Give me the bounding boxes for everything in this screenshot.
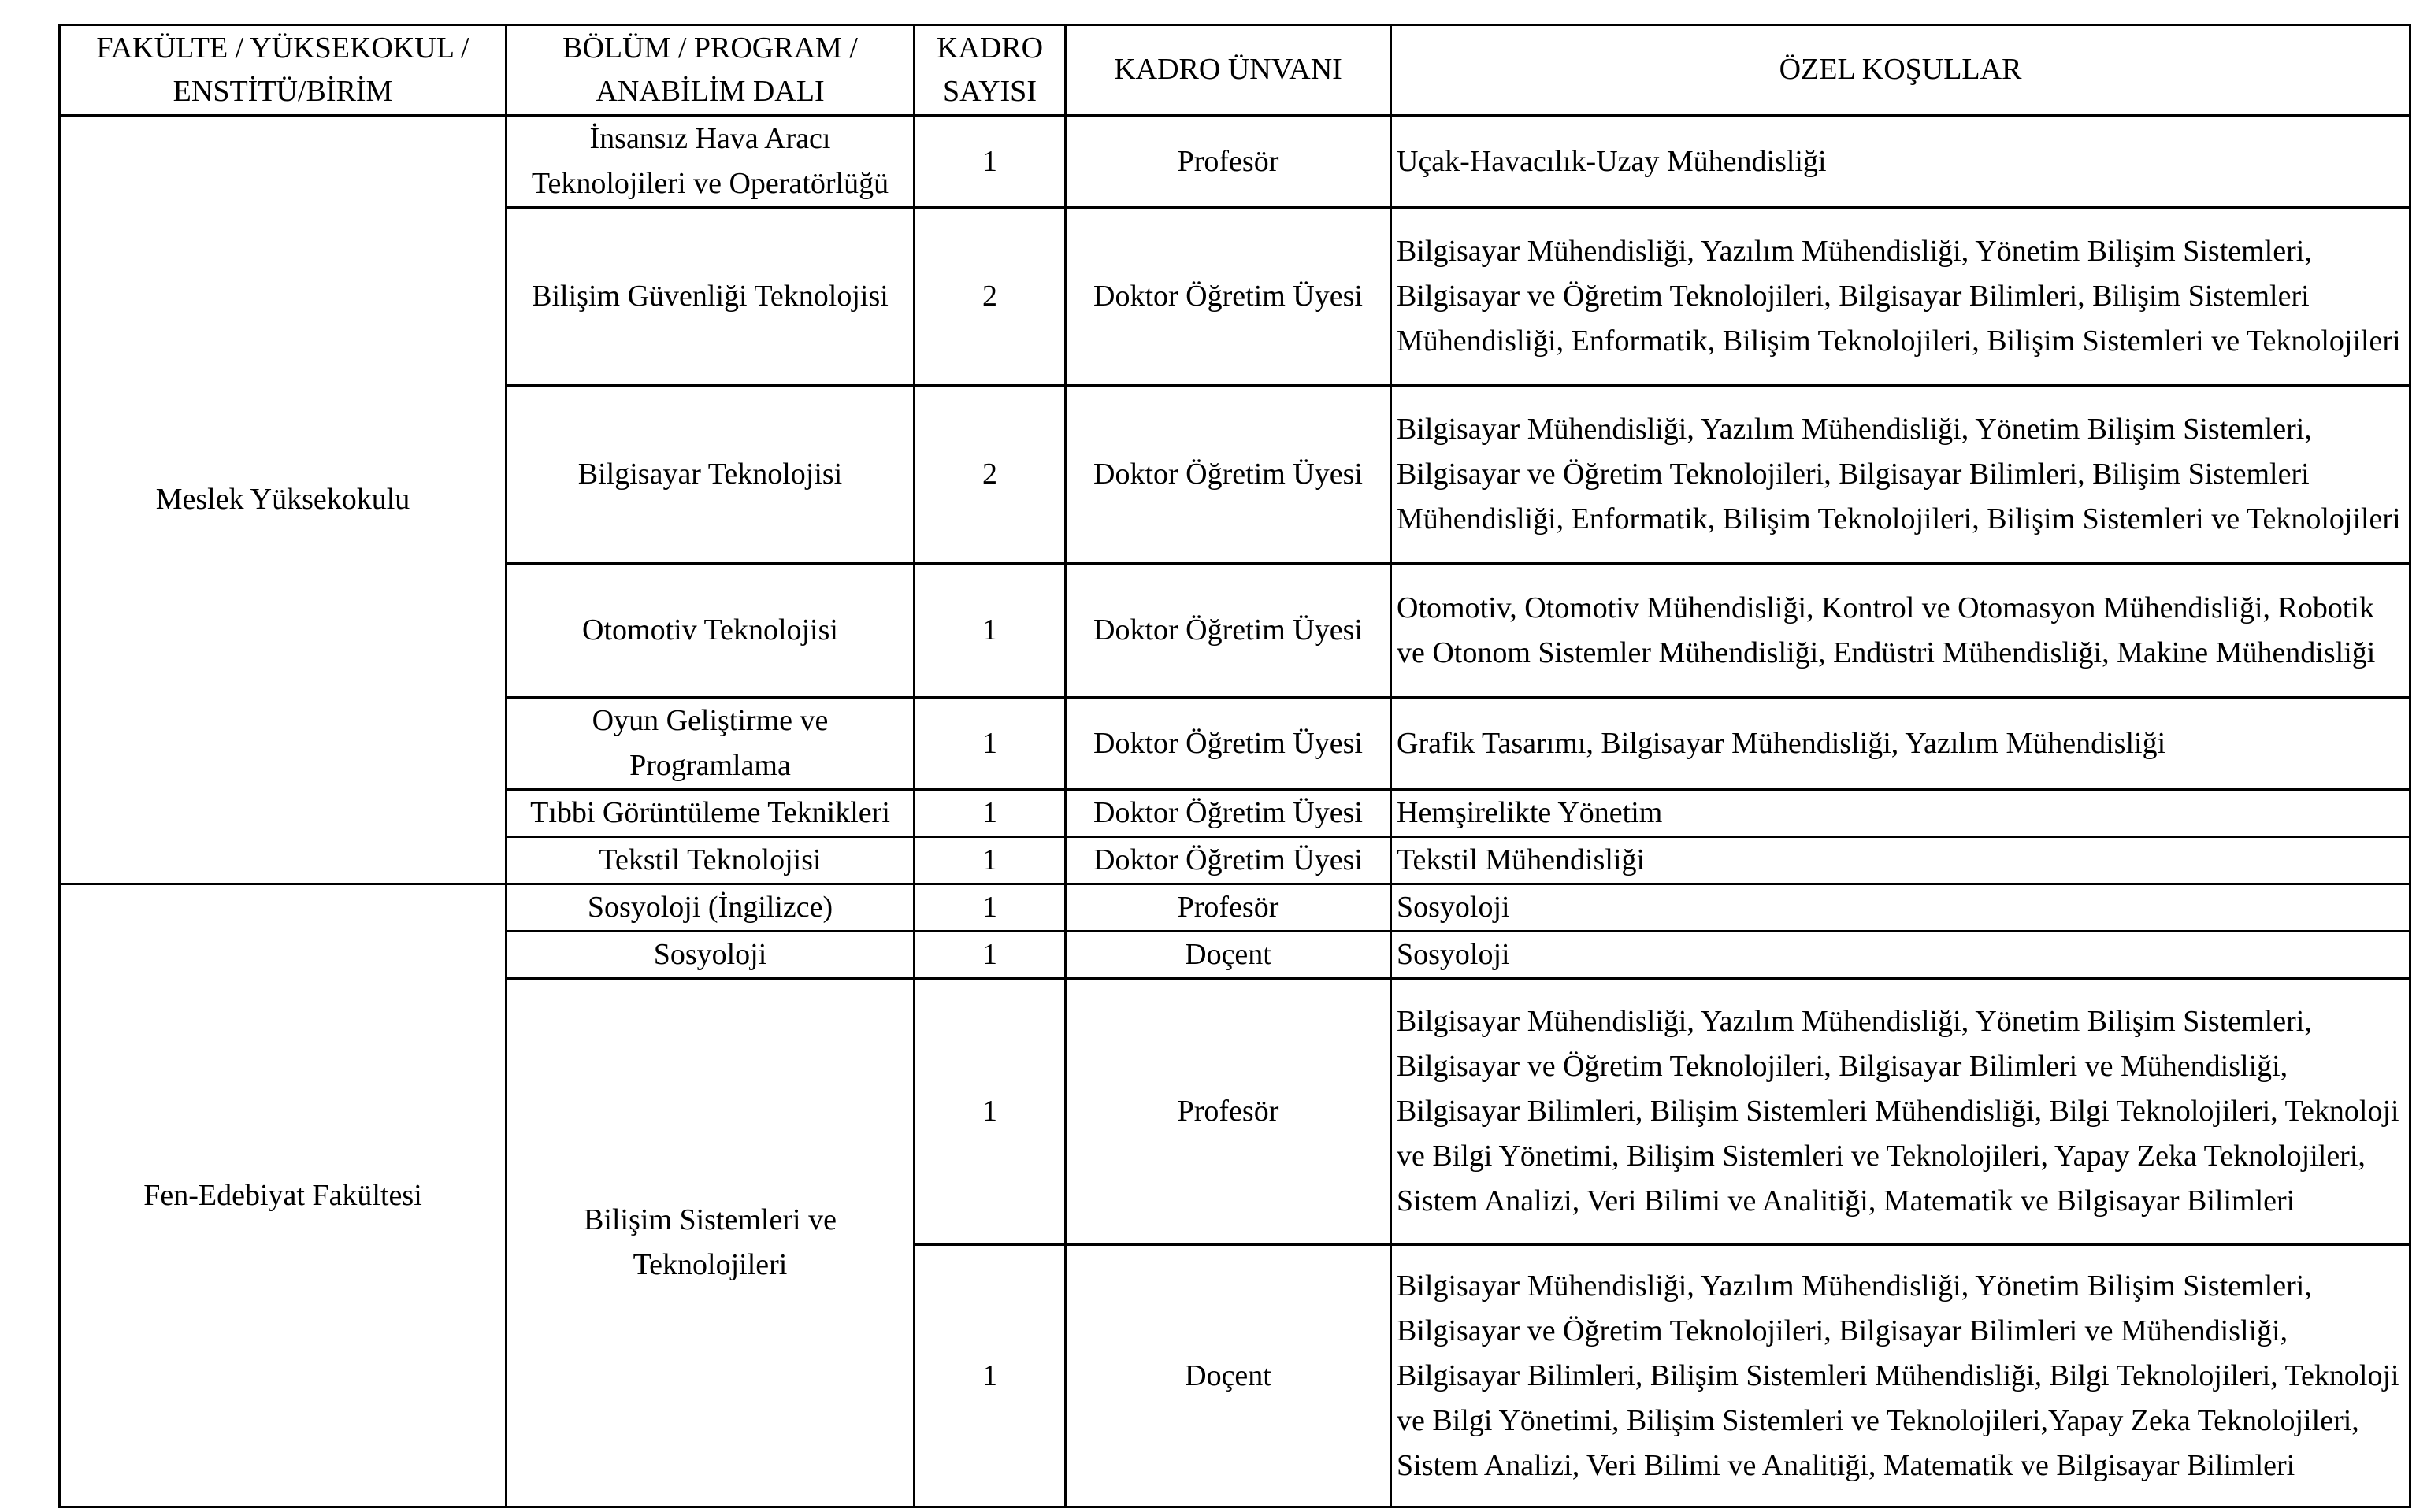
count-cell: 1 [915, 790, 1066, 837]
title-cell: Doktor Öğretim Üyesi [1066, 698, 1391, 790]
title-cell: Profesör [1066, 884, 1391, 932]
title-cell: Doktor Öğretim Üyesi [1066, 564, 1391, 698]
header-title: KADRO ÜNVANI [1066, 25, 1391, 116]
title-cell: Doçent [1066, 1245, 1391, 1507]
unit-fen-edebiyat-fakultesi: Fen-Edebiyat Fakültesi [60, 884, 507, 1507]
conditions-cell: Bilgisayar Mühendisliği, Yazılım Mühendisliği, Yönetim Bilişim Sistemleri, Bilgisayar ve Öğretim Teknolojileri, Bilgisayar Bilimleri ve Mühendisliği, Bilgisayar Bilimleri, Bilişim Sistemleri Mühendisliği, Bilgi Teknolojileri, Teknoloji ve Bilgi Yönetimi, Bilişim Sistemleri ve Teknolojileri,Yapay Zeka Teknolojileri, Sistem Analizi, Veri Bilimi ve Analitiği, Matematik ve Bilgisayar Bilimleri [1391, 1245, 2410, 1507]
header-row [60, 25, 2410, 116]
department-cell: Sosyoloji [507, 932, 915, 979]
department-cell: Tıbbi Görüntüleme Teknikleri [507, 790, 915, 837]
department-cell: Bilgisayar Teknolojisi [507, 386, 915, 564]
header-count: KADRO SAYISI [915, 25, 1066, 116]
conditions-cell: Uçak-Havacılık-Uzay Mühendisliği [1391, 116, 2410, 208]
title-cell: Doktor Öğretim Üyesi [1066, 386, 1391, 564]
conditions-cell: Bilgisayar Mühendisliği, Yazılım Mühendisliği, Yönetim Bilişim Sistemleri, Bilgisayar ve Öğretim Teknolojileri, Bilgisayar Bilimleri, Bilişim Sistemleri Mühendisliği, Enformatik, Bilişim Teknolojileri, Bilişim Sistemleri ve Teknolojileri [1391, 386, 2410, 564]
title-cell: Profesör [1066, 116, 1391, 208]
conditions-cell: Hemşirelikte Yönetim [1391, 790, 2410, 837]
conditions-cell: Otomotiv, Otomotiv Mühendisliği, Kontrol ve Otomasyon Mühendisliği, Robotik ve Otonom Sistemler Mühendisliği, Endüstri Mühendisliği, Makine Mühendisliği [1391, 564, 2410, 698]
title-cell: Profesör [1066, 979, 1391, 1245]
title-cell: Doktor Öğretim Üyesi [1066, 790, 1391, 837]
count-cell: 1 [915, 884, 1066, 932]
count-cell: 1 [915, 932, 1066, 979]
unit-meslek-yuksekokulu: Meslek Yüksekokulu [60, 116, 507, 884]
count-cell: 2 [915, 208, 1066, 386]
conditions-cell: Bilgisayar Mühendisliği, Yazılım Mühendisliği, Yönetim Bilişim Sistemleri, Bilgisayar ve Öğretim Teknolojileri, Bilgisayar Bilimleri ve Mühendisliği, Bilgisayar Bilimleri, Bilişim Sistemleri Mühendisliği, Bilgi Teknolojileri, Teknoloji ve Bilgi Yönetimi, Bilişim Sistemleri ve Teknolojileri, Yapay Zeka Teknolojileri, Sistem Analizi, Veri Bilimi ve Analitiği, Matematik ve Bilgisayar Bilimleri [1391, 979, 2410, 1245]
department-cell: Tekstil Teknolojisi [507, 837, 915, 884]
count-cell: 1 [915, 564, 1066, 698]
staff-positions-table [58, 24, 2411, 1508]
conditions-cell: Sosyoloji [1391, 884, 2410, 932]
table-row [60, 884, 2410, 932]
count-cell: 1 [915, 837, 1066, 884]
title-cell: Doktor Öğretim Üyesi [1066, 208, 1391, 386]
department-cell: Bilişim Güvenliği Teknolojisi [507, 208, 915, 386]
department-cell: Sosyoloji (İngilizce) [507, 884, 915, 932]
count-cell: 1 [915, 698, 1066, 790]
title-cell: Doktor Öğretim Üyesi [1066, 837, 1391, 884]
department-cell: Oyun Geliştirme ve Programlama [507, 698, 915, 790]
header-conditions: ÖZEL KOŞULLAR [1391, 25, 2410, 116]
count-cell: 1 [915, 979, 1066, 1245]
title-cell: Doçent [1066, 932, 1391, 979]
count-cell: 1 [915, 116, 1066, 208]
header-department: BÖLÜM / PROGRAM / ANABİLİM DALI [507, 25, 915, 116]
header-faculty: FAKÜLTE / YÜKSEKOKUL / ENSTİTÜ/BİRİM [60, 25, 507, 116]
table-row [60, 116, 2410, 208]
conditions-cell: Bilgisayar Mühendisliği, Yazılım Mühendisliği, Yönetim Bilişim Sistemleri, Bilgisayar ve Öğretim Teknolojileri, Bilgisayar Bilimleri, Bilişim Sistemleri Mühendisliği, Enformatik, Bilişim Teknolojileri, Bilişim Sistemleri ve Teknolojileri [1391, 208, 2410, 386]
department-cell: Otomotiv Teknolojisi [507, 564, 915, 698]
conditions-cell: Sosyoloji [1391, 932, 2410, 979]
conditions-cell: Tekstil Mühendisliği [1391, 837, 2410, 884]
department-cell: İnsansız Hava Aracı Teknolojileri ve Operatörlüğü [507, 116, 915, 208]
conditions-cell: Grafik Tasarımı, Bilgisayar Mühendisliği, Yazılım Mühendisliği [1391, 698, 2410, 790]
department-cell: Bilişim Sistemleri ve Teknolojileri [507, 979, 915, 1507]
count-cell: 1 [915, 1245, 1066, 1507]
count-cell: 2 [915, 386, 1066, 564]
